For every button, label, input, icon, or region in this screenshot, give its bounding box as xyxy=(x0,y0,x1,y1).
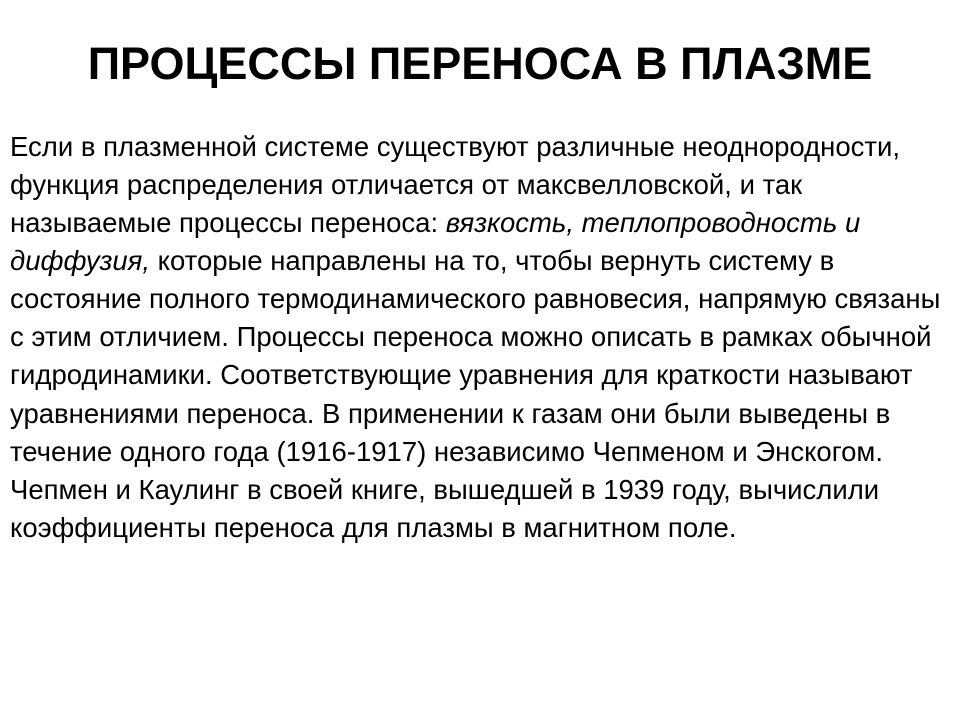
body-text-part-one: Если в плазменной системе существуют различные неоднородности, функция распределения отличается от максвелловской, и так называемые процессы переноса: xyxy=(10,131,900,239)
slide-body-text xyxy=(10,128,948,547)
body-paragraph xyxy=(10,128,948,547)
body-text-emphasis: вязкость, теплопроводность и диффузия, xyxy=(10,207,861,277)
page-title: ПРОЦЕССЫ ПЕРЕНОСА В ПЛАЗМЕ xyxy=(87,38,873,90)
body-text-part-two: которые направлены на то, чтобы вернуть систему в состояние полного термодинамического равновесия, напрямую связаны с этим отличием. Процессы переноса можно описать в рамках обычной гидродинамики. Соответствующие уравнения для краткости называют уравнениями переноса. В применении к газам они были выведены в течение одного года (1916-1917) независимо Чепменом и Энскогом. Чепмен и Каулинг в своей книге, вышедшей в 1939 году, вычислили коэффициенты переноса для плазмы в магнитном поле. xyxy=(10,245,941,543)
